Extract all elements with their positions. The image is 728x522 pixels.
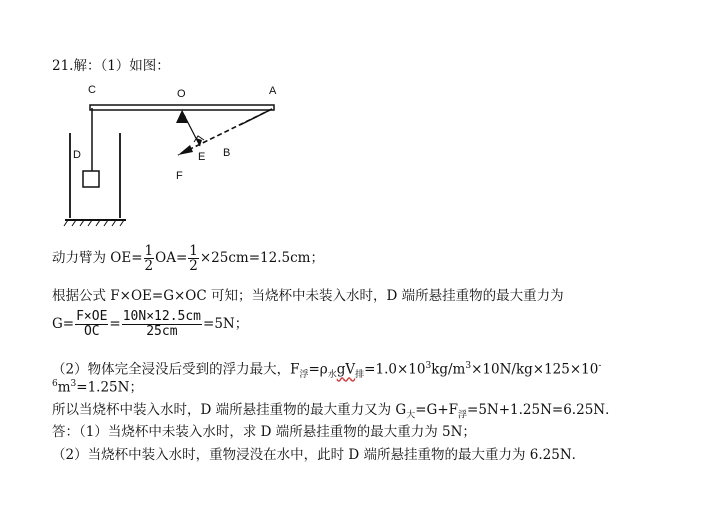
label-d: D bbox=[73, 149, 81, 161]
lever-diagram bbox=[60, 78, 290, 238]
line4-sup1: 3 bbox=[425, 361, 432, 371]
problem-heading: 21.解：（1）如图： bbox=[52, 58, 170, 74]
line5-text: m bbox=[57, 379, 71, 396]
frac1-den: 2 bbox=[144, 258, 154, 274]
lever-bar bbox=[90, 105, 274, 110]
fraction-half-1 bbox=[144, 244, 155, 273]
fraction-foe-oc bbox=[75, 310, 108, 339]
line-max-gravity-water bbox=[52, 401, 619, 425]
line4-rest: =1.0×10 bbox=[364, 361, 426, 378]
fraction-values bbox=[122, 310, 202, 339]
label-e: E bbox=[198, 151, 206, 163]
line4-rest3: ×10N/kg×125×10 bbox=[471, 361, 599, 378]
line4-sup3: - bbox=[598, 361, 602, 371]
frac4-den: 25cm bbox=[146, 324, 178, 339]
answer-part-2: （2）当烧杯中装入水时，重物浸没在水中，此时 D 端所悬挂重物的最大重力为 6.25N． bbox=[52, 447, 586, 463]
line4-gv: gV bbox=[336, 361, 356, 378]
line4-sub-shui: 水 bbox=[327, 370, 337, 381]
fraction-half-2 bbox=[188, 244, 199, 273]
line-gravity-calc bbox=[52, 310, 248, 339]
label-f: F bbox=[176, 170, 183, 182]
line1-prefix: 动力臂为 OE= bbox=[52, 250, 143, 266]
label-a: A bbox=[269, 85, 277, 97]
line6-mid: =G+F bbox=[415, 402, 458, 418]
line6-sub-da: 大 bbox=[406, 410, 416, 421]
line4-sup2: 3 bbox=[465, 361, 472, 371]
weight-d bbox=[83, 171, 99, 187]
line1-suffix: ×25cm=12.5cm； bbox=[199, 250, 324, 266]
frac4-num: 10N×12.5cm bbox=[122, 309, 202, 324]
line-formula-statement: 根据公式 F×OE=G×OC 可知；当烧杯中未装入水时，D 端所悬挂重物的最大重力为 bbox=[52, 288, 564, 304]
line-buoyancy-result bbox=[52, 375, 143, 397]
line4-sub-fu: 浮 bbox=[299, 370, 309, 381]
force-f-arrowhead bbox=[178, 145, 193, 155]
line4-eq: =ρ bbox=[308, 361, 328, 378]
line3-prefix: G= bbox=[52, 316, 75, 332]
answer-part-1: 答：（1）当烧杯中未装入水时，求 D 端所悬挂重物的最大重力为 5N； bbox=[52, 424, 476, 440]
line6-text: 所以当烧杯中装入水时，D 端所悬挂重物的最大重力又为 G bbox=[52, 402, 407, 418]
frac3-num: F×OE bbox=[76, 309, 108, 324]
line5-rest: =1.25N； bbox=[76, 379, 143, 396]
line-moment-arm bbox=[52, 244, 324, 273]
line6-sub-fu: 浮 bbox=[458, 410, 468, 421]
frac2-den: 2 bbox=[189, 258, 198, 274]
line3-eq: = bbox=[109, 316, 121, 332]
line1-mid: OA= bbox=[155, 250, 188, 266]
frac1-num: 1 bbox=[144, 243, 154, 259]
frac3-den: OC bbox=[83, 324, 100, 339]
line4-sub-pai: 排 bbox=[355, 370, 365, 381]
line5-sup: 6 bbox=[52, 379, 58, 389]
line5-sup2: 3 bbox=[70, 379, 77, 389]
line4-text: （2）物体完全浸没后受到的浮力最大，F bbox=[52, 361, 300, 378]
label-o: O bbox=[177, 88, 186, 100]
line4-rest2: kg/m bbox=[431, 361, 466, 378]
frac2-num: 1 bbox=[189, 243, 198, 259]
label-b: B bbox=[223, 147, 231, 159]
label-c: C bbox=[88, 84, 96, 96]
line6-rest: =5N+1.25N=6.25N． bbox=[467, 402, 619, 418]
line3-suffix: =5N； bbox=[203, 316, 249, 332]
